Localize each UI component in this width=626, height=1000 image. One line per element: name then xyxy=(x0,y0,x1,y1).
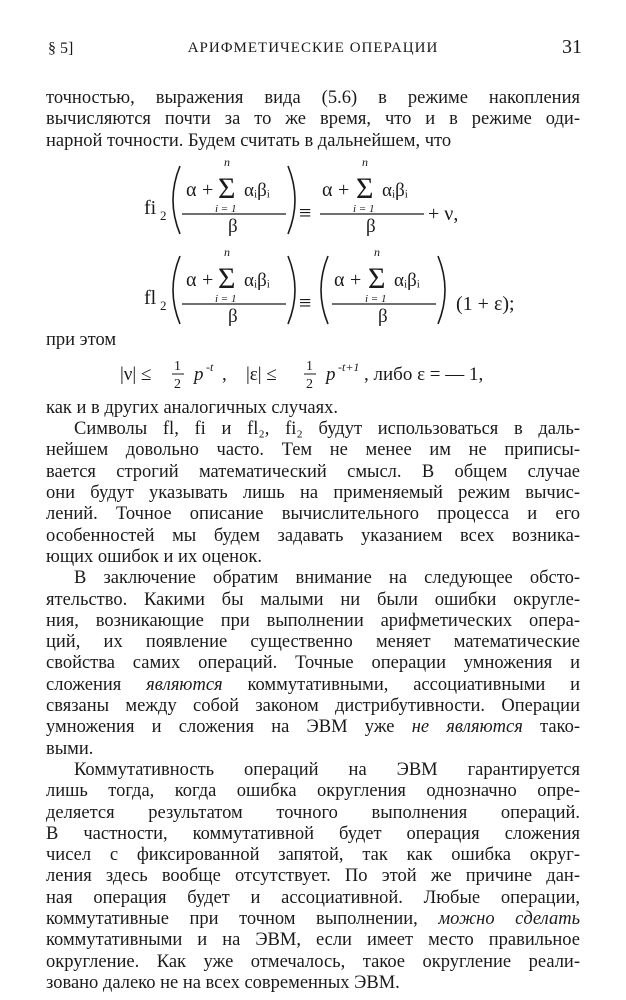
right-paren xyxy=(288,256,295,324)
text-line: ятельство. Какими бы малыми ни были ошибки округле- xyxy=(46,589,580,610)
display-formula xyxy=(46,156,580,328)
text-line: лений. Точное описание вычислительного процесса и его xyxy=(46,504,580,525)
condition-label: при этом xyxy=(46,329,117,350)
paragraph-conclusion xyxy=(46,568,580,760)
plus: + xyxy=(202,268,214,291)
text-line: ная операция будет и ассоциативной. Любые операции, xyxy=(46,887,580,908)
text-line: ния, возникающие при выполнении арифметических опера- xyxy=(46,610,580,631)
text-line: нейшем довольно часто. Тем не менее им не приписы- xyxy=(46,440,580,461)
text-line: В частности, коммутативной будет операция сложения xyxy=(46,823,580,844)
emphasis: являются xyxy=(146,674,223,695)
text-span: тако- xyxy=(540,717,581,738)
half-num: 1 xyxy=(174,358,181,374)
text-line: вается строгий математический смысл. В общем случае xyxy=(46,461,580,482)
intro-line: точностью, выражения вида (5.6) в режиме накопления xyxy=(46,88,580,108)
exponent: -t xyxy=(206,359,214,374)
half-den: 2 xyxy=(174,376,181,390)
text-line xyxy=(46,909,580,930)
intro-line: вычисляются почти за то же время, что и в режиме оди- xyxy=(46,109,580,130)
text-line: округление. Как уже отмечалось, такое округление реали- xyxy=(46,951,580,972)
text-line: Символы fl, fi и fl₂, fi₂ будут использоваться в даль- xyxy=(74,419,580,440)
text-line: выми. xyxy=(46,738,94,759)
equiv: ≡ xyxy=(299,199,312,225)
plus: + xyxy=(350,268,362,291)
term: αᵢβᵢ xyxy=(382,179,408,201)
term: αᵢβᵢ xyxy=(244,179,270,201)
exponent: -t+1 xyxy=(338,359,360,374)
paragraph-commutativity xyxy=(46,760,580,994)
sum-symbol: Σ xyxy=(218,171,236,205)
text-line: свойства самих операций. Точные операции умножения и xyxy=(46,653,580,674)
sum-upper: n xyxy=(224,244,230,259)
tail: + ν, xyxy=(428,202,459,225)
formula-graphic xyxy=(46,156,580,328)
emphasis: не являются xyxy=(411,717,523,738)
beta: β xyxy=(228,215,238,237)
paragraph-symbols xyxy=(46,419,580,568)
condition-formula xyxy=(46,330,580,390)
text-line: коммутативными и на ЭВМ, если имеет место правильное xyxy=(46,930,580,951)
section-marker: § 5] xyxy=(48,40,74,57)
sum-upper: n xyxy=(362,155,368,169)
sum-lower: i = 1 xyxy=(215,292,237,305)
text-span: сложения xyxy=(46,674,122,695)
sum-upper: n xyxy=(374,244,380,259)
subscript-2: 2 xyxy=(160,207,167,223)
left-paren xyxy=(173,166,180,234)
eps-bound: |ε| ≤ xyxy=(246,363,277,385)
text-line: Коммутативность операций на ЭВМ гарантируется xyxy=(74,759,580,780)
comma: , xyxy=(222,363,227,385)
right-paren xyxy=(288,166,295,234)
text-line: они будут указывать лишь на применяемый режим вычис- xyxy=(46,483,580,504)
plus: + xyxy=(338,178,350,201)
text-span: коммутативные при точном выполнении, xyxy=(46,909,418,930)
base-p: p xyxy=(194,363,204,385)
term: αᵢβᵢ xyxy=(394,269,420,291)
beta: β xyxy=(228,305,238,327)
text-line: особенностей мы будем задавать указанием всех возника- xyxy=(46,525,580,546)
intro-line: нарной точности. Будем считать в дальнейшем, что xyxy=(46,130,452,151)
text-line: чисел с фиксированной запятой, так как ошибка округ- xyxy=(46,845,580,866)
equiv: ≡ xyxy=(299,289,312,315)
condition-graphic xyxy=(46,330,580,390)
text-line: ций, их появление существенно меняет математические xyxy=(46,632,580,653)
sum-lower: i = 1 xyxy=(365,292,387,305)
page-number: 31 xyxy=(562,36,582,58)
text-span: умножения и сложения на ЭВМ уже xyxy=(46,717,395,738)
subscript-2: 2 xyxy=(160,297,167,313)
alpha: α xyxy=(322,178,333,201)
fl-operator: fl xyxy=(144,286,157,309)
plus: + xyxy=(202,178,214,201)
running-header xyxy=(40,34,586,64)
left-paren xyxy=(173,256,180,324)
text-line: как и в других аналогичных случаях. xyxy=(46,397,339,418)
text-line: деляется результатом точного выполнения операций. xyxy=(46,802,580,823)
emphasis: можно сделать xyxy=(438,909,580,930)
condition-rest: , либо ε = — 1, xyxy=(364,363,484,385)
text-line: связаны между собой законом дистрибутивности. Операции xyxy=(46,696,580,717)
text-line: зовано далеко не на всех современных ЭВМ. xyxy=(46,972,400,993)
sum-lower: i = 1 xyxy=(353,202,375,215)
page-body xyxy=(46,88,580,994)
text-span: коммутативными, ассоциативными и xyxy=(247,674,581,695)
text-line xyxy=(46,675,580,696)
nu-bound: |ν| ≤ xyxy=(120,363,152,385)
alpha: α xyxy=(186,268,197,291)
beta: β xyxy=(378,305,388,327)
fi-operator: fi xyxy=(144,196,157,219)
sum-lower: i = 1 xyxy=(215,202,237,215)
text-line: ления здесь вообще отсутствует. По этой же причине дан- xyxy=(46,866,580,887)
tail: (1 + ε); xyxy=(456,292,515,315)
sum-symbol: Σ xyxy=(368,261,386,295)
right-paren xyxy=(438,256,445,324)
term: αᵢβᵢ xyxy=(244,269,270,291)
beta: β xyxy=(366,215,376,237)
text-line: ющих ошибок и их оценок. xyxy=(46,546,262,567)
sum-symbol: Σ xyxy=(218,261,236,295)
half-den: 2 xyxy=(306,376,313,390)
base-p: p xyxy=(326,363,336,385)
left-paren xyxy=(321,256,328,324)
running-title: АРИФМЕТИЧЕСКИЕ ОПЕРАЦИИ xyxy=(187,40,439,56)
alpha: α xyxy=(334,268,345,291)
text-line: В заключение обратим внимание на следующее обсто- xyxy=(74,568,580,589)
sum-symbol: Σ xyxy=(356,171,374,205)
alpha: α xyxy=(186,178,197,201)
text-line xyxy=(46,717,580,738)
half-num: 1 xyxy=(306,358,313,374)
text-line: лишь тогда, когда ошибка округления однозначно опре- xyxy=(46,781,580,802)
sum-upper: n xyxy=(224,155,230,169)
